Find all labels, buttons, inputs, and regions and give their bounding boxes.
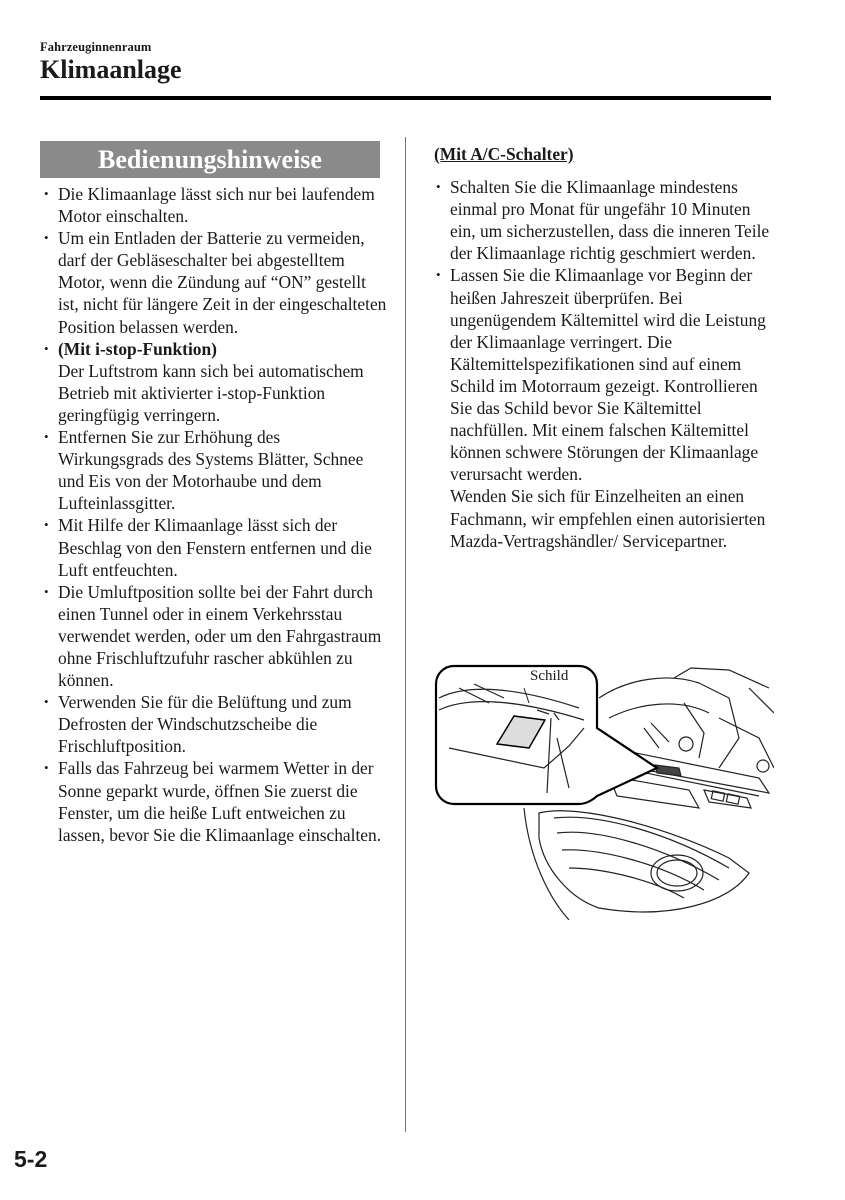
list-item (42, 514, 387, 580)
right-column (434, 143, 779, 552)
bullet-text: Die Klimaanlage lässt sich nur bei laufendem Motor einschalten. (58, 184, 375, 227)
bullet-text: Lassen Sie die Klimaanlage vor Beginn der heißen Jahreszeit überprüfen. Bei ungenügendem Kältemittel wird die Leistung der Klimaanlage verringert. Die Kältemittelspezifikationen sind auf einem Schild im Motorraum gezeigt. Kontrollieren Sie das Schild bevor Sie Kältemittel nachfüllen. Mit einem falschen Kältemittel können schwere Störungen der Klimaanlage verursacht werden. (450, 265, 766, 485)
list-item (42, 581, 387, 691)
list-item (434, 176, 779, 264)
left-column (42, 183, 387, 846)
figure-label: Schild (530, 668, 569, 684)
bullet-heading: (Mit i-stop-Funktion) (58, 338, 217, 359)
column-divider (405, 137, 406, 1132)
list-item (42, 691, 387, 757)
right-bullet-list (434, 176, 779, 552)
engine-compartment-figure (429, 658, 774, 920)
bullet-text: Entfernen Sie zur Erhöhung des Wirkungsgrads des Systems Blätter, Schnee und Eis von der Motorhaube und dem Lufteinlassgitter. (58, 427, 364, 514)
subsection-heading: (Mit A/C-Schalter) (434, 144, 574, 164)
title-rule (40, 96, 771, 100)
bullet-text: Falls das Fahrzeug bei warmem Wetter in der Sonne geparkt wurde, öffnen Sie zuerst die Fenster, um die heiße Luft entweichen zu lassen, bevor Sie die Klimaanlage einschalten. (58, 758, 382, 845)
bullet-text: Mit Hilfe der Klimaanlage lässt sich der Beschlag von den Fenstern entfernen und die Luft entfeuchten. (58, 515, 372, 580)
list-item (42, 757, 387, 845)
list-item (42, 426, 387, 514)
engine-compartment-illustration-icon (429, 658, 774, 920)
left-bullet-list (42, 183, 387, 846)
page-title: Klimaanlage (40, 55, 182, 84)
bullet-text: Der Luftstrom kann sich bei automatischem Betrieb mit aktivierter i-stop-Funktion geringfügig verringern. (58, 360, 364, 425)
section-banner: Bedienungshinweise (40, 141, 380, 178)
page-number: 5-2 (14, 1146, 48, 1172)
list-item (42, 338, 387, 426)
list-item (42, 183, 387, 227)
list-item (434, 264, 779, 551)
bullet-note: Wenden Sie sich für Einzelheiten an einen Fachmann, wir empfehlen einen autorisierten Mazda-Vertragshändler/ Servicepartner. (450, 486, 766, 551)
bullet-text: Schalten Sie die Klimaanlage mindestens einmal pro Monat für ungefähr 10 Minuten ein, um sicherzustellen, dass die inneren Teile der Klimaanlage richtig geschmiert werden. (450, 177, 770, 264)
bullet-text: Die Umluftposition sollte bei der Fahrt durch einen Tunnel oder in einem Verkehrsstau verwendet werden, oder um den Fahrgastraum ohne Frischluftzufuhr rascher abkühlen zu können. (58, 581, 382, 691)
breadcrumb: Fahrzeuginnenraum (40, 40, 152, 54)
list-item (42, 227, 387, 337)
bullet-text: Um ein Entladen der Batterie zu vermeiden, darf der Gebläseschalter bei abgestelltem Motor, wenn die Zündung auf “ON” gestellt ist, nicht für längere Zeit in der eingeschalteten Position belassen werden. (58, 228, 387, 337)
bullet-text: Verwenden Sie für die Belüftung und zum Defrosten der Windschutzscheibe die Frischluftposition. (58, 692, 352, 757)
